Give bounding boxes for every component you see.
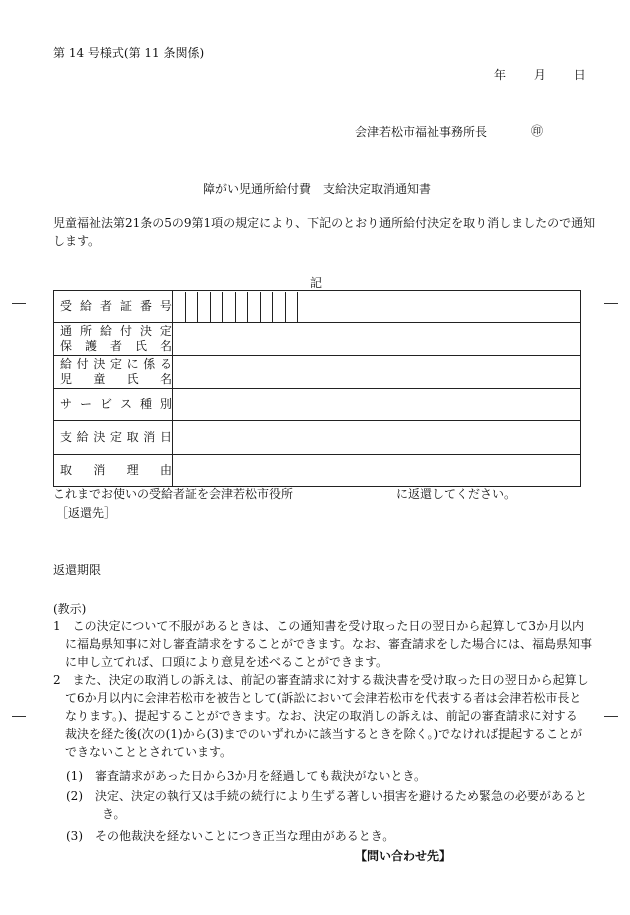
label-char: 給: [79, 299, 92, 313]
form-number: 第 14 号様式(第 11 条関係): [53, 46, 205, 60]
instruction-item-2: [53, 671, 589, 761]
instruction-sub-items: [66, 767, 587, 845]
cancel-date-value[interactable]: [173, 421, 581, 455]
label-child: [54, 357, 172, 387]
label-char: 名: [159, 372, 172, 386]
label-cell: [54, 291, 173, 323]
ki-heading: 記: [310, 276, 323, 290]
label-char: 由: [159, 463, 172, 477]
label-char: 支: [60, 430, 73, 444]
label-char: 氏: [134, 339, 147, 353]
label-char: 通: [60, 324, 73, 338]
label-char: 定: [159, 324, 172, 338]
return-note-left: これまでお使いの受給者証を会津若松市役所: [53, 487, 294, 501]
instruction-line: 2 また、決定の取消しの訴えは、前記の審査請求に対する裁決書を受け取った日の翌日から起算し: [53, 673, 589, 687]
label-char: 定: [109, 357, 122, 371]
sub-item-2-line: き。: [102, 807, 126, 821]
label-char: 決: [93, 430, 106, 444]
label-char: ビ: [99, 397, 112, 411]
label-char: 定: [109, 430, 122, 444]
label-char: 者: [99, 299, 112, 313]
label-guardian: [54, 324, 172, 354]
label-char: 給: [76, 430, 89, 444]
id-digit-box[interactable]: [186, 292, 199, 322]
label-char: 係: [143, 357, 156, 371]
issuer-name: 会津若松市福祉事務所長: [355, 125, 488, 139]
contact-heading: 【問い合わせ先】: [355, 849, 452, 863]
id-digit-box[interactable]: [223, 292, 236, 322]
id-digit-box[interactable]: [273, 292, 286, 322]
id-number-boxes: [173, 292, 580, 322]
label-char: 理: [126, 463, 139, 477]
instruction-line: 1 この決定について不服があるときは、この通知書を受け取った日の翌日から起算して3か月以内: [53, 619, 585, 633]
label-text: [60, 372, 172, 387]
label-reason: [54, 463, 172, 478]
id-digit-box[interactable]: [286, 292, 299, 322]
label-text: [60, 339, 172, 354]
label-char: 氏: [126, 372, 139, 386]
date-line: [494, 66, 586, 83]
label-char: 受: [60, 299, 73, 313]
id-digit-box[interactable]: [236, 292, 249, 322]
label-char: 給: [60, 357, 73, 371]
label-char: ー: [79, 397, 92, 411]
label-cell: [54, 455, 173, 487]
label-cell: [54, 323, 173, 356]
instruction-heading: (教示): [53, 602, 87, 616]
intro-line: します。: [53, 234, 101, 248]
label-char: 取: [126, 430, 139, 444]
table-row-guardian: [54, 323, 581, 356]
label-char: 日: [159, 430, 172, 444]
label-cancel-date: [54, 430, 172, 445]
label-char: 児: [60, 372, 73, 386]
label-char: 護: [84, 339, 97, 353]
table-row-child: [54, 356, 581, 389]
label-char: 名: [159, 339, 172, 353]
return-note-right: に返還してください。: [396, 487, 517, 501]
id-digit-box[interactable]: [173, 292, 186, 322]
instruction-line: 裁決を経た後(次の(1)から(3)までのいずれかに該当するときを除く。)でなければ提起することが: [65, 727, 583, 741]
margin-mark-left-top: [12, 303, 26, 304]
table-row-id: [54, 291, 581, 323]
label-char: 付: [76, 357, 89, 371]
table-row-service: [54, 389, 581, 421]
instruction-line: に福島県知事に対し審査請求をすることができます。なお、審査請求をした場合には、福島県知事: [65, 637, 593, 651]
table-row-cancel-date: [54, 421, 581, 455]
margin-mark-right-top: [604, 303, 618, 304]
date-month: 月: [533, 68, 546, 82]
label-char: 別: [159, 397, 172, 411]
id-digit-box[interactable]: [248, 292, 261, 322]
label-char: 所: [79, 324, 92, 338]
instruction-line: て6か月以内に会津若松市を被告として(訴訟において会津若松市を代表する者は会津若松市長と: [65, 691, 582, 705]
label-char: 給: [99, 324, 112, 338]
instruction-line: なります。)、提起することができます。なお、決定の取消しの訴えは、前記の審査請求に対する: [65, 709, 578, 723]
date-day: 日: [573, 68, 586, 82]
id-number-cell[interactable]: [173, 291, 581, 323]
label-char: 童: [93, 372, 106, 386]
margin-mark-right-bottom: [604, 716, 618, 717]
label-char: 証: [119, 299, 132, 313]
table-row-reason: [54, 455, 581, 487]
label-char: サ: [60, 397, 73, 411]
label-service: [54, 397, 172, 412]
label-char: 消: [143, 430, 156, 444]
sub-item-2-line: (2) 決定、決定の執行又は手続の続行により生ずる著しい損害を避けるため緊急の必要があると: [66, 789, 588, 803]
label-text: [60, 357, 172, 372]
label-cell: [54, 421, 173, 455]
date-year: 年: [494, 68, 507, 82]
sub-item-3: (3) その他裁決を経ないことにつき正当な理由があるとき。: [66, 829, 395, 843]
label-char: る: [159, 357, 172, 371]
label-char: 保: [60, 339, 73, 353]
instruction-line: に申し立てれば、口頭により意見を述べることができます。: [65, 655, 389, 669]
margin-mark-left-bottom: [12, 716, 26, 717]
reason-value[interactable]: [173, 455, 581, 487]
label-char: 号: [159, 299, 172, 313]
label-char: 消: [93, 463, 106, 477]
instruction-item-1: [53, 617, 592, 671]
label-text: [60, 324, 172, 339]
return-destination-label: ［返還先］: [56, 506, 117, 520]
intro-paragraph: [53, 214, 595, 250]
label-char: 種: [139, 397, 152, 411]
label-char: ス: [119, 397, 132, 411]
info-table: [53, 290, 581, 487]
label-char: 決: [139, 324, 152, 338]
child-name-value[interactable]: [173, 356, 581, 389]
id-digit-box[interactable]: [261, 292, 274, 322]
label-jukyusha: [54, 299, 172, 314]
document-title: 障がい児通所給付費 支給決定取消通知書: [203, 182, 432, 196]
service-type-value[interactable]: [173, 389, 581, 421]
label-char: 付: [119, 324, 132, 338]
seal-mark: ㊞: [531, 124, 544, 138]
id-digit-box[interactable]: [211, 292, 224, 322]
intro-line: 児童福祉法第21条の5の9第1項の規定により、下記のとおり通所給付決定を取り消しましたので通知: [53, 216, 596, 230]
label-char: 者: [109, 339, 122, 353]
label-char: 取: [60, 463, 73, 477]
label-cell: [54, 389, 173, 421]
return-deadline-label: 返還期限: [53, 563, 102, 577]
guardian-name-value[interactable]: [173, 323, 581, 356]
label-cell: [54, 356, 173, 389]
id-digit-box[interactable]: [198, 292, 211, 322]
instruction-line: できないこととされています。: [65, 745, 233, 759]
sub-item-1: (1) 審査請求があった日から3か月を経過しても裁決がないとき。: [66, 769, 427, 783]
label-char: 番: [139, 299, 152, 313]
label-char: 決: [93, 357, 106, 371]
label-char: に: [126, 357, 139, 371]
